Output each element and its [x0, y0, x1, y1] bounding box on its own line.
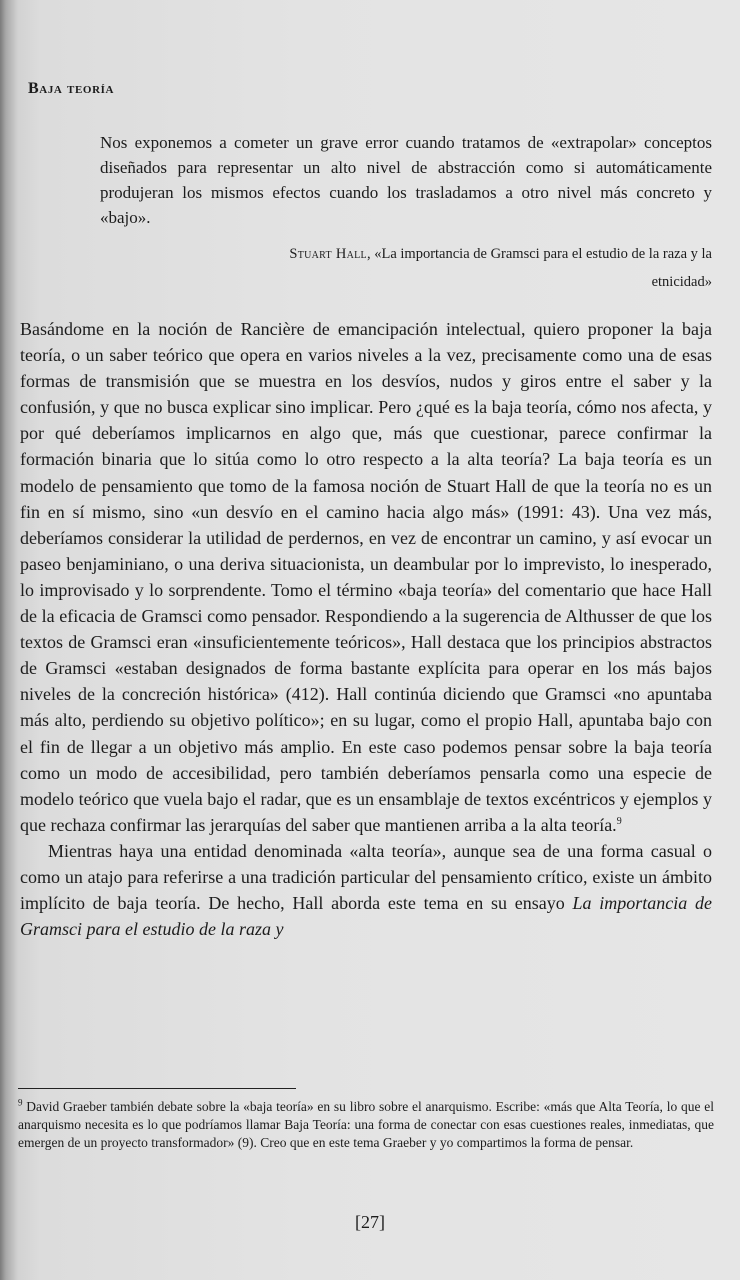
footnote-reference: 9 [616, 815, 622, 827]
epigraph-attribution [242, 240, 712, 296]
epigraph [100, 130, 712, 230]
paragraph-1-text: Basándome en la noción de Rancière de emancipación intelectual, quiero proponer la baja teoría, o un saber teórico que opera en varios niveles a la vez, precisamente como una de esas formas de transmisión que se muestra en los desvíos, nudos y giros entre el saber y la confusión, y que no busca explicar sino implicar. Pero ¿qué es la baja teoría, cómo nos afecta, y por qué deberíamos implicarnos en algo que, más que cuestionar, parece confirmar la formación binaria que lo sitúa como lo otro respecto a la alta teoría? La baja teoría es un modelo de pensamiento que tomo de la famosa noción de Stuart Hall de que la teoría no es un fin en sí mismo, sino «un desvío en el camino hacia algo más» (1991: 43). Una vez más, deberíamos considerar la utilidad de perdernos, en vez de encontrar un camino, y así evocar un paseo benjaminiano, o una deriva situacionista, un deambular por lo imprevisto, lo inesperado, lo improvisado y lo sorprendente. Tomo el término «baja teoría» del comentario que hace Hall de la eficacia de Gramsci como pensador. Respondiendo a la sugerencia de Althusser de que los textos de Gramsci eran «insuficientemente teóricos», Hall destaca que los principios abstractos de Gramsci «estaban designados de forma bastante explícita para operar en los más bajos niveles de la concreción histórica» (412). Hall continúa diciendo que Gramsci «no apuntaba más alto, perdiendo su objetivo político»; en su lugar, como el propio Hall, apuntaba bajo con el fin de llegar a un objetivo más amplio. En este caso podemos pensar sobre la baja teoría como un modo de accesibilidad, pero también deberíamos pensarla como una especie de modelo teórico que vuela bajo el radar, que es un ensamblaje de textos excéntricos y ejemplos y que rechaza confirmar las jerarquías del saber que mantienen arriba a la alta teoría. [20, 319, 712, 835]
main-text [20, 316, 712, 942]
paragraph-2 [20, 838, 712, 942]
footnote-divider [18, 1088, 296, 1089]
paragraph-2-text: Mientras haya una entidad denominada «alta teoría», aunque sea de una forma casual o como un atajo para referirse a una tradición particular del pensamiento crítico, existe un ámbito implícito de baja teoría. De hecho, Hall aborda este tema en su ensayo [20, 840, 712, 914]
section-title: Baja teoría [28, 80, 115, 97]
epigraph-source: , «La importancia de Gramsci para el estudio de la raza y la etnicidad» [366, 246, 712, 290]
epigraph-text: Nos exponemos a cometer un grave error cuando tratamos de «extrapolar» conceptos diseñados para representar un alto nivel de abstracción como si automáticamente produjeran los mismos efectos cuando los trasladamos a otro nivel más concreto y «bajo». [100, 133, 712, 227]
paragraph-1 [20, 316, 712, 838]
page-number: [27] [355, 1212, 385, 1232]
footnote-text: David Graeber también debate sobre la «baja teoría» en su libro sobre el anarquismo. Escribe: «más que Alta Teoría, lo que el anarquismo necesita es lo que podríamos llamar Baja Teoría: una forma de conectar con esas cuestiones reales, inmediatas, que emergen de un proyecto transformador» (9). Creo que en este tema Graeber y yo compartimos la forma de pensar. [18, 1099, 714, 1150]
epigraph-author: Stuart Hall [289, 246, 367, 262]
footnote-mark: 9 [18, 1097, 23, 1108]
footnote-9 [18, 1098, 714, 1152]
footnote [18, 1098, 714, 1152]
essay-title-italic: La importancia de Gramsci para el estudio de la raza y [20, 893, 713, 940]
